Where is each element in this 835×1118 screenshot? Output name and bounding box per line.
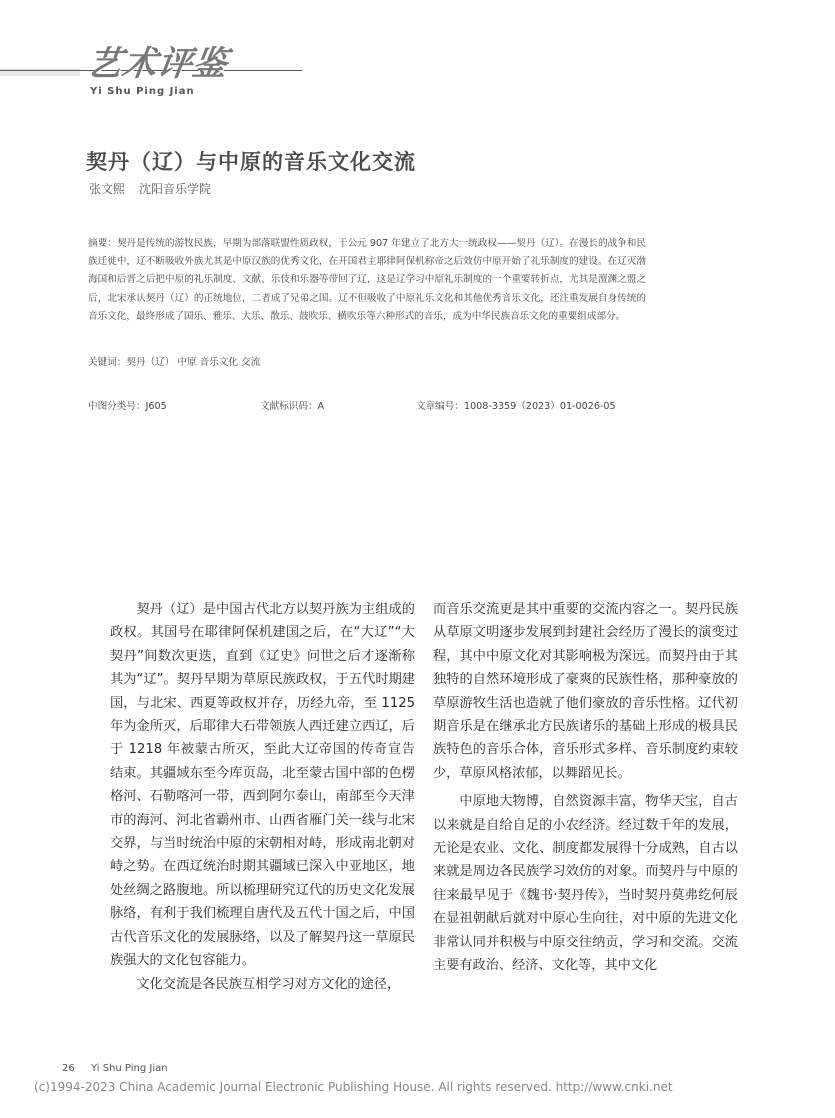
author-line xyxy=(89,180,211,197)
document-code: 文献标识码：A xyxy=(260,401,325,412)
body-column-left xyxy=(110,598,415,996)
paragraph: 文化交流是各民族互相学习对方文化的途径， xyxy=(136,976,401,992)
logo-chinese-text: 艺术评鉴 xyxy=(84,44,231,84)
body-column-right xyxy=(433,598,738,978)
footer-journal-name: Yi Shu Ping Jian xyxy=(91,1063,168,1074)
paragraph: 而音乐交流更是其中重要的交流内容之一。契丹民族从草原文明逐步发展到封建社会经历了漫长的演变过程，其中中原文化对其影响极为深远。而契丹由于其独特的自然环境形成了豪爽的民族性格，那种豪放的草原游牧生活也造就了他们豪放的音乐性格。辽代初期音乐是在继承北方民族诸乐的基础上形成的极具民族特色的音乐合体，音乐形式多样、音乐制度约束较少，草原风格浓郁，以舞蹈见长。 xyxy=(433,602,738,781)
article-number: 文章编号：1008-3359（2023）01-0026-05 xyxy=(416,401,616,412)
article-metadata xyxy=(88,398,648,414)
keywords-label: 关键词： xyxy=(88,357,127,368)
author-name: 张文熙 xyxy=(89,182,126,196)
abstract xyxy=(88,235,646,326)
keywords-text: 契丹（辽） 中原 音乐文化 交流 xyxy=(126,357,261,368)
abstract-text: 契丹是传统的游牧民族，早期为部落联盟性质政权，于公元 907 年建立了北方大一统政权——契丹（辽）。在漫长的战争和民族迁徙中，辽不断吸收外族尤其是中原汉族的优秀文化，在开国君主耶律阿保机称帝之后效仿中原开始了礼乐制度的建设。在辽灭渤海国和后晋之后把中原的礼乐制度、文献、乐伎和乐器等带回了辽，这是辽学习中原礼乐制度的一个重要转折点，尤其是澶渊之盟之后，北宋承认契丹（辽）的正统地位，二者成了兄弟之国。辽不但吸收了中原礼乐文化和其他优秀音乐文化，还注重发展自身传统的音乐文化，最终形成了国乐、雅乐、大乐、散乐、鼓吹乐、横吹乐等六种形式的音乐，成为中华民族音乐文化的重要组成部分。 xyxy=(88,238,647,322)
abstract-label: 摘要： xyxy=(88,238,117,249)
clc-number: 中图分类号：J605 xyxy=(88,401,167,412)
journal-logo xyxy=(0,30,310,100)
keywords xyxy=(88,354,260,368)
paragraph: 中原地大物博，自然资源丰富，物华天宝，自古以来就是自给自足的小农经济。经过数千年的发展，无论是农业、文化、制度都发展得十分成熟，自古以来就是周边各民族学习效仿的对象。而契丹与中原的往来最早见于《魏书·契丹传》，当时契丹莫弗纥何辰在显祖朝献后就对中原心生向往，对中原的先进文化非常认同并积极与中原交往纳贡，学习和交流。交流主要有政治、经济、文化等，其中文化 xyxy=(433,794,738,974)
paragraph: 契丹（辽）是中国古代北方以契丹族为主组成的政权。其国号在耶律阿保机建国之后，在“大辽”“大契丹”间数次更迭，直到《辽史》问世之后才逐渐称其为“辽”。契丹早期为草原民族政权，于五代时期建国，与北宋、西夏等政权并存，历经九帝，至 1125 年为金所灭，后耶律大石带领族人西迁建立西辽，后于 1218 年被蒙古所灭，至此大辽帝国的传奇宣告结束。其疆域东至今库页岛，北至蒙古国中部的色楞格河、石勒喀河一带，西到阿尔泰山，南部至今天津市的海河、河北省霸州市、山西省雁门关一线与北宋交界，与当时统治中原的宋朝相对峙，形成南北朝对峙之势。在西辽统治时期其疆域已深入中亚地区，地处丝绸之路腹地。所以梳理研究辽代的历史文化发展脉络，有利于我们梳理自唐代及五代十国之后，中国古代音乐文化的发展脉络，以及了解契丹这一草原民族强大的文化包容能力。 xyxy=(110,602,415,969)
page-number: 26 xyxy=(62,1063,75,1074)
logo-pinyin-text: Yi Shu Ping Jian xyxy=(90,86,195,97)
author-affiliation: 沈阳音乐学院 xyxy=(139,182,212,196)
article-title: 契丹（辽）与中原的音乐文化交流 xyxy=(86,150,416,174)
copyright-notice: (c)1994-2023 China Academic Journal Electronic Publishing House. All rights reserved. http://www.cnki.net xyxy=(34,1080,673,1094)
